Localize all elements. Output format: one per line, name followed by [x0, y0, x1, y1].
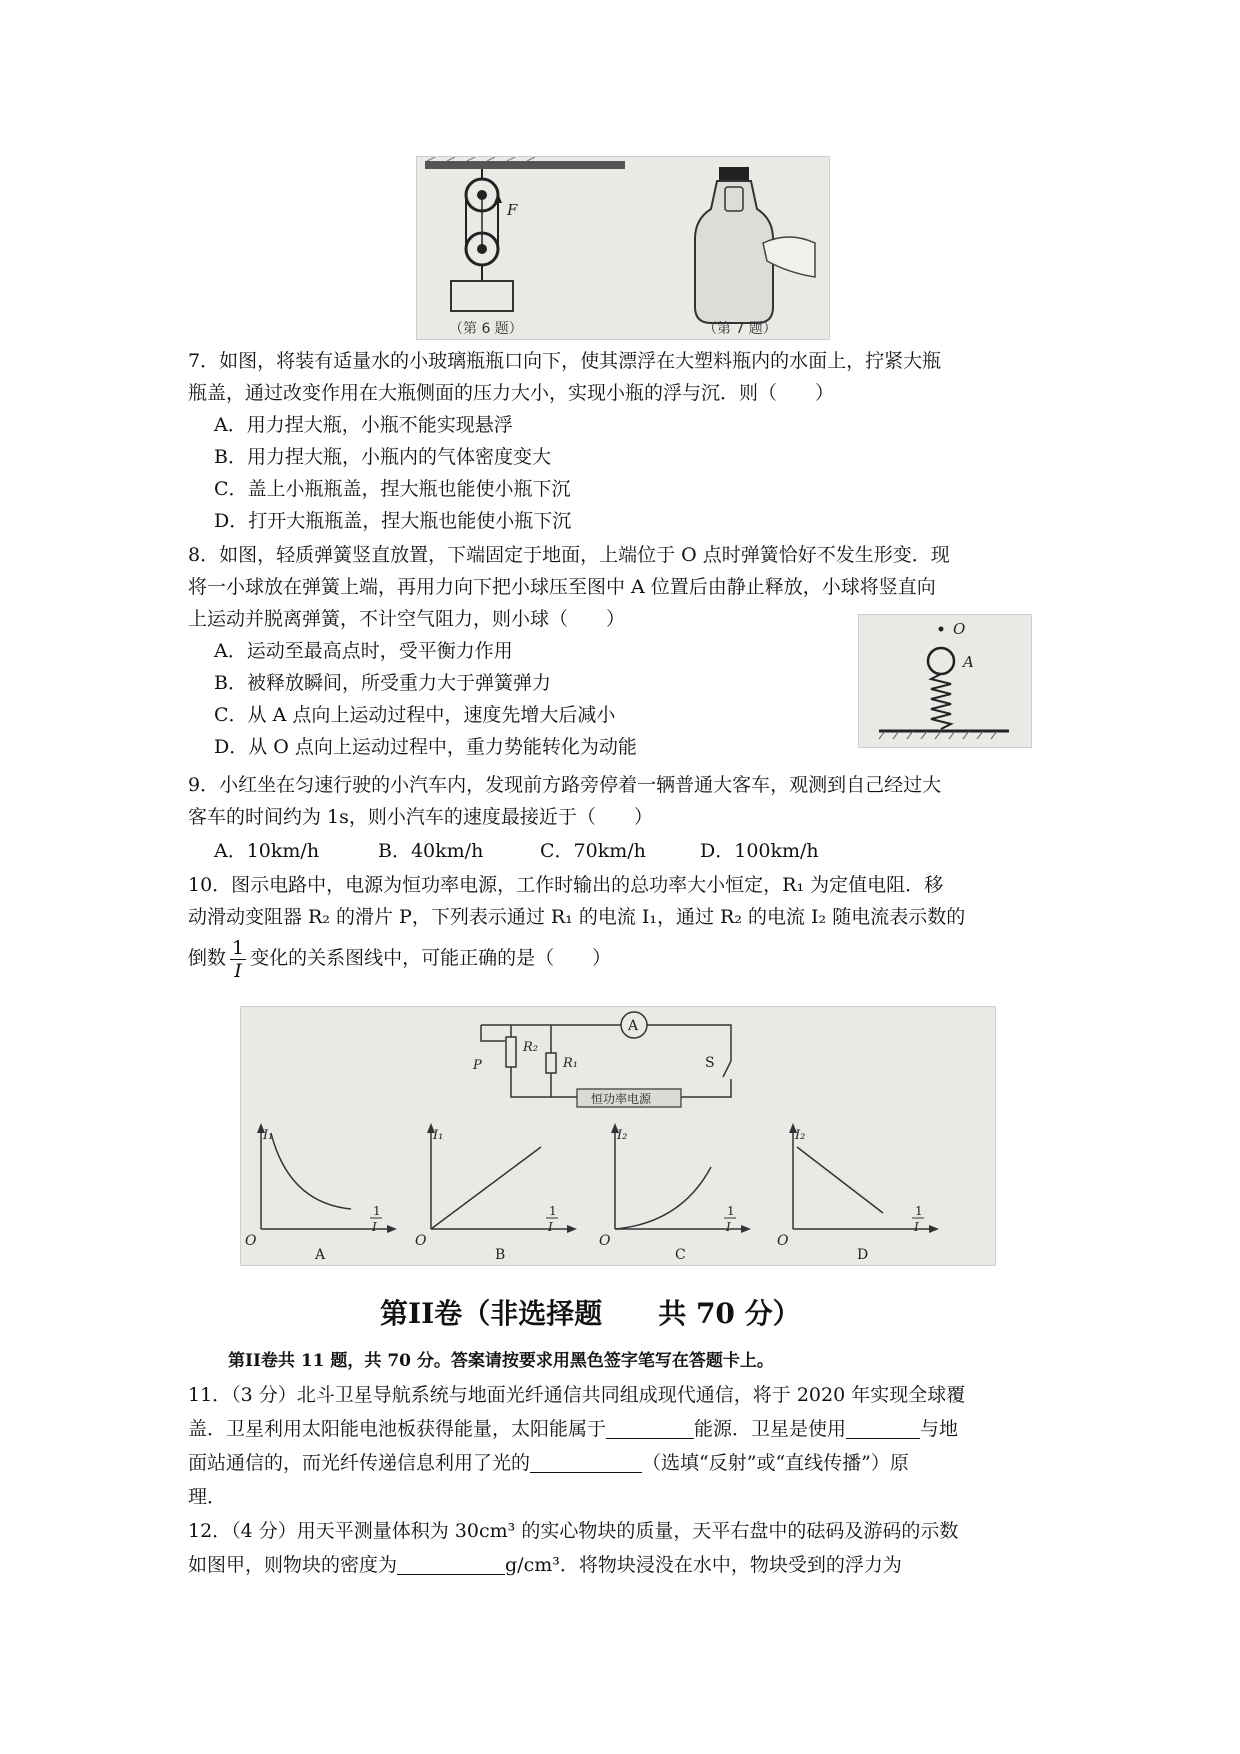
q11-line2	[188, 1414, 958, 1444]
fraction-denominator: I	[234, 959, 242, 982]
graph-d-y-label: I₂	[795, 1128, 806, 1143]
fraction-numerator: 1	[232, 936, 245, 959]
graph-d-x-num: 1	[915, 1204, 923, 1218]
graph-c-x-num: 1	[727, 1204, 735, 1218]
q9-option-a: A．10km/h	[214, 840, 320, 862]
section-2-title: 第II卷（非选择题 共 70 分）	[380, 1297, 801, 1330]
graph-c-y-label: I₂	[617, 1128, 628, 1143]
q9-option-c: C．70km/h	[540, 840, 646, 862]
graph-b-x-num: 1	[549, 1204, 557, 1218]
graph-b-x-den: I	[548, 1220, 553, 1234]
r2-label: R₂	[523, 1040, 538, 1055]
q8-stem-line2: 将一小球放在弹簧上端，再用力向下把小球压至图中 A 位置后由静止释放，小球将竖直向	[188, 576, 936, 598]
q9-stem-line1: 9．小红坐在匀速行驶的小汽车内，发现前方路旁停着一辆普通大客车，观测到自己经过大	[188, 774, 942, 796]
q11-line2-b: 能源．卫星是使用	[694, 1418, 847, 1440]
fraction-one-over-i	[230, 937, 246, 982]
figure-6-caption: （第 6 题）	[449, 321, 523, 337]
q10-line3-pre: 倒数	[188, 947, 227, 969]
graph-a-x-num: 1	[373, 1204, 381, 1218]
graph-c-x-den: I	[726, 1220, 731, 1234]
graph-a-origin: O	[245, 1233, 257, 1249]
figure-q6-q7	[416, 156, 830, 340]
q11-line2-c: 与地	[920, 1418, 959, 1440]
graph-c-origin: O	[599, 1233, 611, 1249]
q10-stem-line3	[188, 934, 611, 982]
q10-stem-line2: 动滑动变阻器 R₂ 的滑片 P，下列表示通过 R₁ 的电流 I₁，通过 R₂ 的电流 I₂ 随电流表示数的	[188, 906, 966, 928]
q7-option-d: D．打开大瓶瓶盖，捏大瓶也能使小瓶下沉	[214, 510, 572, 532]
figure-q10-circuit-and-graphs	[240, 1006, 996, 1266]
q7-option-c: C．盖上小瓶瓶盖，捏大瓶也能使小瓶下沉	[214, 478, 571, 500]
graph-b-origin: O	[415, 1233, 427, 1249]
q10-line3-post: 变化的关系图线中，可能正确的是（ ）	[250, 947, 612, 969]
switch-label: S	[705, 1055, 715, 1071]
graph-a-x-den: I	[372, 1220, 377, 1234]
q11-line3-b: （选填“反射”或“直线传播”）原	[642, 1452, 909, 1474]
q11-line1: 11．（3 分）北斗卫星导航系统与地面光纤通信共同组成现代通信，将于 2020 年实现全球覆	[188, 1384, 966, 1406]
q8-option-c: C．从 A 点向上运动过程中，速度先增大后减小	[214, 704, 616, 726]
slider-p-label: P	[473, 1058, 482, 1073]
q12-line1: 12．（4 分）用天平测量体积为 30cm³ 的实心物块的质量，天平右盘中的砝码及游码的示数	[188, 1520, 959, 1542]
q11-blank-2[interactable]	[846, 1418, 920, 1439]
q12-line2-b: g/cm³．将物块浸没在水中，物块受到的浮力为	[505, 1554, 902, 1576]
q8-stem-line3: 上运动并脱离弹簧，不计空气阻力，则小球（ ）	[188, 608, 626, 630]
graph-d-x-den: I	[914, 1220, 919, 1234]
q7-stem-line2: 瓶盖，通过改变作用在大瓶侧面的压力大小，实现小瓶的浮与沉．则（ ）	[188, 382, 835, 404]
graph-c-name: C	[675, 1247, 686, 1263]
graph-a-name: A	[315, 1247, 326, 1263]
graph-b-name: B	[495, 1247, 506, 1263]
q12-line2-a: 如图甲，则物块的密度为	[188, 1554, 398, 1576]
q9-option-d: D．100km/h	[700, 840, 819, 862]
section-2-note: 第II卷共 11 题，共 70 分。答案请按要求用黑色签字笔写在答题卡上。	[228, 1351, 774, 1371]
force-f-label: F	[507, 201, 518, 219]
q7-option-a: A．用力捏大瓶，小瓶不能实现悬浮	[214, 414, 513, 436]
q8-option-d: D．从 O 点向上运动过程中，重力势能转化为动能	[214, 736, 637, 758]
q12-line2	[188, 1550, 902, 1580]
graph-d-origin: O	[777, 1233, 789, 1249]
figure-q8-spring	[858, 614, 1032, 748]
q9-option-b: B．40km/h	[378, 840, 484, 862]
q11-blank-3[interactable]	[530, 1452, 642, 1473]
graph-b-y-label: I₁	[433, 1128, 444, 1143]
graph-a-y-label: I₁	[263, 1128, 274, 1143]
q7-stem-line1: 7．如图，将装有适量水的小玻璃瓶瓶口向下，使其漂浮在大塑料瓶内的水面上，拧紧大瓶	[188, 350, 942, 372]
q7-option-b: B．用力捏大瓶，小瓶内的气体密度变大	[214, 446, 551, 468]
q11-line3-a: 面站通信的，而光纤传递信息利用了光的	[188, 1452, 531, 1474]
q10-stem-line1: 10．图示电路中，电源为恒功率电源，工作时输出的总功率大小恒定，R₁ 为定值电阻．移	[188, 874, 944, 896]
power-source-label: 恒功率电源	[591, 1092, 652, 1106]
point-o-label: O	[953, 620, 966, 638]
q8-option-a: A．运动至最高点时，受平衡力作用	[214, 640, 513, 662]
q8-option-b: B．被释放瞬间，所受重力大于弹簧弹力	[214, 672, 551, 694]
q9-stem-line2: 客车的时间约为 1s，则小汽车的速度最接近于（ ）	[188, 806, 653, 828]
q12-blank-1[interactable]	[397, 1554, 505, 1575]
q11-blank-1[interactable]	[606, 1418, 694, 1439]
ammeter-label: A	[628, 1018, 639, 1034]
r1-label: R₁	[563, 1056, 578, 1071]
figure-7-caption: （第 7 题）	[703, 321, 777, 337]
q11-line2-a: 盖．卫星利用太阳能电池板获得能量，太阳能属于	[188, 1418, 607, 1440]
q8-stem-line1: 8．如图，轻质弹簧竖直放置，下端固定于地面，上端位于 O 点时弹簧恰好不发生形变．现	[188, 544, 950, 566]
q11-line4: 理．	[188, 1486, 227, 1508]
point-a-label: A	[963, 653, 974, 671]
q11-line3	[188, 1448, 909, 1478]
graph-d-name: D	[857, 1247, 869, 1263]
